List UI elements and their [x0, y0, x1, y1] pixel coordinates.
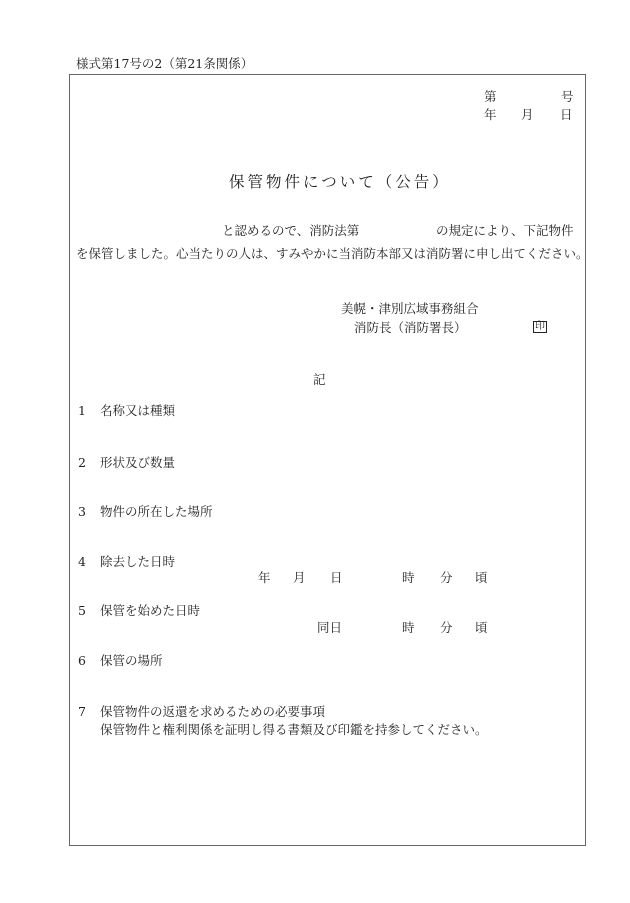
start-hour: 時: [402, 620, 415, 635]
removal-month: 月: [293, 570, 306, 585]
item-number: 4: [78, 554, 86, 569]
body-line2: を保管しました。心当たりの人は、すみやかに当消防本部又は消防署に申し出てください。: [76, 246, 589, 261]
date-day: 日: [560, 107, 573, 122]
form-label: 様式第17号の2（第21条関係）: [76, 56, 254, 71]
body-line1-b: の規定により、下記物件: [436, 223, 574, 238]
item-label: 物件の所在した場所: [100, 504, 213, 519]
issuer-org: 美幌・津別広域事務組合: [341, 301, 479, 316]
item-detail: 保管物件と権利関係を証明し得る書類及び印鑑を持参してください。: [100, 722, 488, 737]
ki-heading: 記: [313, 372, 326, 387]
date-month: 月: [521, 107, 534, 122]
start-approx: 頃: [475, 620, 488, 635]
item-number: 7: [78, 704, 86, 719]
page-title: 保管物件について（公告）: [229, 173, 451, 191]
issuer-chief: 消防長（消防署長）: [354, 320, 467, 335]
item-label: 保管の場所: [100, 653, 163, 668]
body-line1-a: と認めるので、消防法第: [222, 223, 360, 238]
item-label: 形状及び数量: [100, 455, 176, 470]
item-number: 5: [78, 603, 86, 618]
number-dai: 第: [484, 89, 497, 104]
seal-mark: 印: [535, 321, 545, 332]
item-label: 名称又は種類: [100, 403, 176, 418]
item-label: 保管物件の返還を求めるための必要事項: [100, 704, 326, 719]
item-number: 3: [78, 504, 86, 519]
removal-minute: 分: [440, 570, 453, 585]
item-label: 保管を始めた日時: [100, 603, 201, 618]
item-number: 1: [78, 403, 86, 418]
item-label: 除去した日時: [100, 554, 176, 569]
item-number: 6: [78, 653, 86, 668]
number-go: 号: [561, 89, 574, 104]
removal-hour: 時: [402, 570, 415, 585]
date-year: 年: [484, 107, 497, 122]
item-number: 2: [78, 455, 86, 470]
removal-approx: 頃: [475, 570, 488, 585]
removal-day: 日: [330, 570, 343, 585]
start-minute: 分: [440, 620, 453, 635]
removal-year: 年: [258, 570, 271, 585]
start-same-day: 同日: [317, 620, 343, 635]
